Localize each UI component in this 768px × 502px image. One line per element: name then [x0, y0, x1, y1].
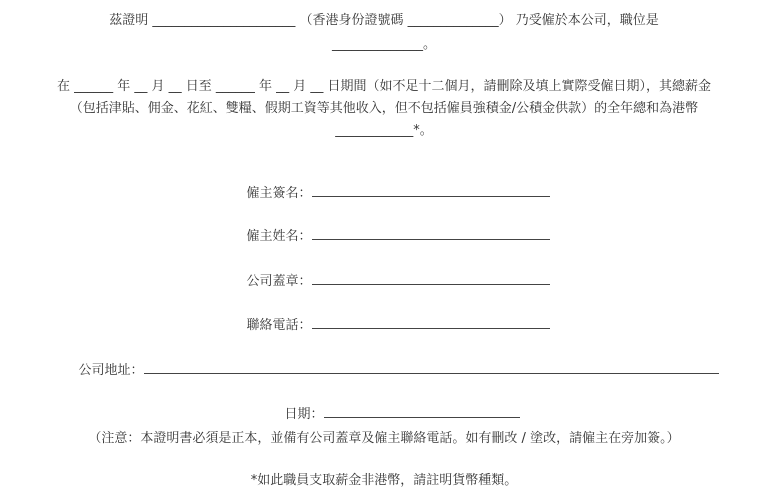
salary-statement-line-3: ____________*。 — [335, 123, 433, 138]
original-copy-note: （注意：本證明書必須是正本，並備有公司蓋章及僱主聯絡電話。如有刪改 / 塗改，請僱主在旁加簽。） — [88, 431, 680, 446]
currency-note: *如此職員支取薪金非港幣，請註明貨幣種類。 — [250, 473, 518, 488]
certification-statement-line-2: ______________。 — [331, 37, 436, 52]
company-address-blank[interactable] — [144, 360, 719, 374]
employer-name-blank[interactable] — [312, 226, 550, 240]
contact-phone-blank[interactable] — [312, 315, 550, 329]
employer-signature-label: 僱主簽名： — [246, 186, 312, 201]
salary-statement-line-2: （包括津貼、佣金、花紅、雙糧、假期工資等其他收入，但不包括僱員強積金/公積金供款）的全年總和為港幣 — [69, 101, 699, 116]
salary-statement-line-1: 在 ______ 年 __ 月 __ 日至 ______ 年 __ 月 __ 日期間（如不足十二個月，請刪除及填上實際受僱日期），其總薪金 — [56, 79, 712, 94]
date-blank[interactable] — [324, 404, 520, 418]
company-address-label: 公司地址： — [78, 363, 144, 378]
company-chop-blank[interactable] — [312, 271, 550, 285]
employer-signature-blank[interactable] — [312, 183, 550, 197]
employer-name-label: 僱主姓名： — [246, 229, 312, 244]
date-label: 日期： — [284, 407, 324, 422]
company-chop-label: 公司蓋章： — [246, 274, 312, 289]
certification-statement-line-1: 茲證明 ______________________ （香港身份證號碼 ______________） 乃受僱於本公司，職位是 — [109, 13, 659, 28]
contact-phone-label: 聯絡電話： — [246, 318, 312, 333]
